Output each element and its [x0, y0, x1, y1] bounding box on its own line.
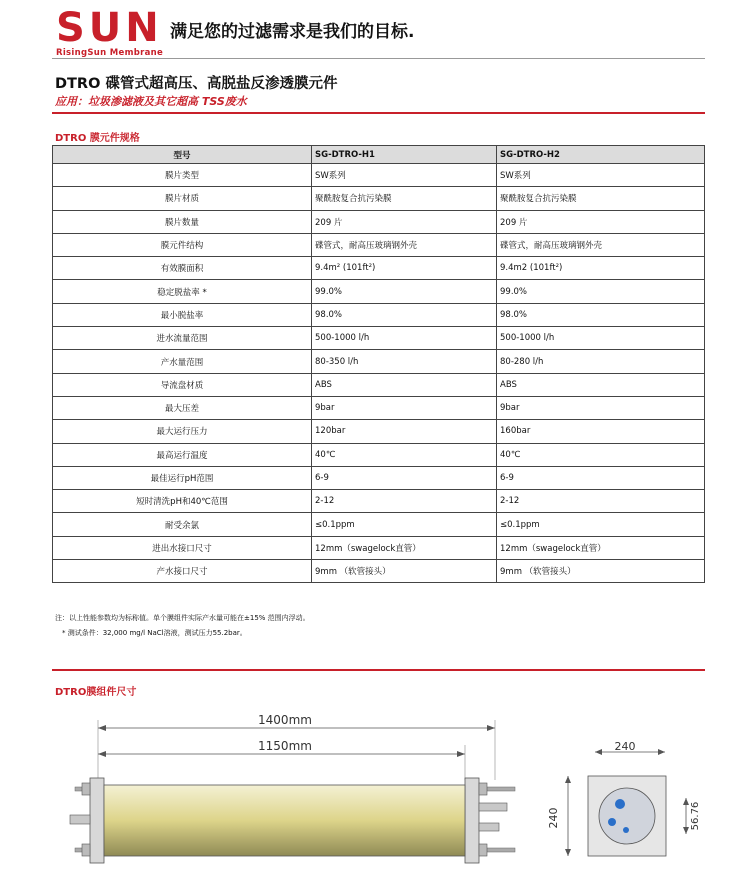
tube-length-label: 1150mm [258, 739, 312, 753]
table-row [53, 164, 705, 187]
table-row [53, 466, 705, 489]
slogan: 满足您的过滤需求是我们的目标. [170, 22, 415, 42]
spec-value-h2: 500-1000 l/h [497, 327, 705, 350]
spec-label: 导流盘材质 [53, 373, 312, 396]
spec-value-h2: 2-12 [497, 490, 705, 513]
spec-label: 产水量范围 [53, 350, 312, 373]
spec-value-h2: ABS [497, 373, 705, 396]
table-row [53, 233, 705, 256]
spec-label: 最小脱盐率 [53, 303, 312, 326]
table-row [53, 420, 705, 443]
spec-value-h1: 聚酰胺复合抗污染膜 [312, 187, 497, 210]
product-subtitle: 应用：垃圾渗滤液及其它超高 TSS废水 [55, 95, 247, 108]
spec-value-h2: 碟管式，耐高压玻璃钢外壳 [497, 233, 705, 256]
spec-value-h2: 209 片 [497, 210, 705, 233]
table-row [53, 490, 705, 513]
overall-length-label: 1400mm [258, 713, 312, 727]
spec-value-h2: SW系列 [497, 164, 705, 187]
spec-value-h2: 9mm （软管接头） [497, 560, 705, 583]
product-title: DTRO 碟管式超高压、高脱盐反渗透膜元件 [55, 76, 338, 92]
spec-value-h1: 500-1000 l/h [312, 327, 497, 350]
spec-value-h1: 9.4m² (101ft²) [312, 257, 497, 280]
table-row [53, 373, 705, 396]
spec-value-h1: 6-9 [312, 466, 497, 489]
spec-label: 最大压差 [53, 396, 312, 419]
spec-label: 短时清洗pH和40℃范围 [53, 490, 312, 513]
table-row [53, 327, 705, 350]
spec-value-h1: ABS [312, 373, 497, 396]
section-divider [52, 669, 705, 671]
header-h2: SG-DTRO-H2 [497, 146, 705, 164]
end-height-label: 240 [547, 807, 560, 829]
header-divider [52, 58, 705, 59]
spec-value-h2: 40℃ [497, 443, 705, 466]
spec-value-h2: 9bar [497, 396, 705, 419]
table-row [53, 560, 705, 583]
table-row [53, 536, 705, 559]
spec-value-h1: 40℃ [312, 443, 497, 466]
spec-label: 稳定脱盐率 * [53, 280, 312, 303]
spec-label: 进出水接口尺寸 [53, 536, 312, 559]
table-header-row [53, 146, 705, 164]
spec-value-h2: ≤0.1ppm [497, 513, 705, 536]
spec-value-h1: 99.0% [312, 280, 497, 303]
spec-value-h2: 9.4m2 (101ft²) [497, 257, 705, 280]
spec-table [52, 145, 705, 583]
table-row [53, 350, 705, 373]
spec-label: 最佳运行pH范围 [53, 466, 312, 489]
spec-value-h1: 9bar [312, 396, 497, 419]
header-model: 型号 [53, 146, 312, 164]
spec-value-h1: 120bar [312, 420, 497, 443]
spec-label: 膜元件结构 [53, 233, 312, 256]
spec-value-h1: 209 片 [312, 210, 497, 233]
logo-text: SUN [56, 5, 163, 51]
table-row [53, 187, 705, 210]
table-row [53, 396, 705, 419]
module-end-view [540, 738, 710, 878]
spec-label: 膜片类型 [53, 164, 312, 187]
spec-section-title: DTRO 膜元件规格 [55, 133, 140, 144]
table-row [53, 513, 705, 536]
spec-label: 进水流量范围 [53, 327, 312, 350]
dim-section-title: DTRO膜组件尺寸 [55, 687, 137, 698]
spec-label: 有效膜面积 [53, 257, 312, 280]
spec-value-h1: 碟管式，耐高压玻璃钢外壳 [312, 233, 497, 256]
table-row [53, 280, 705, 303]
note-2: * 测试条件：32,000 mg/l NaCl溶液，测试压力55.2bar。 [62, 629, 247, 637]
module-side-view [60, 705, 520, 875]
spec-label: 膜片材质 [53, 187, 312, 210]
table-row [53, 210, 705, 233]
spec-value-h2: 99.0% [497, 280, 705, 303]
logo-subtitle: RisingSun Membrane [56, 48, 164, 58]
title-divider [52, 112, 705, 114]
spec-label: 耐受余氯 [53, 513, 312, 536]
spec-value-h1: 2-12 [312, 490, 497, 513]
spec-value-h1: 12mm（swagelock直管） [312, 536, 497, 559]
spec-value-h2: 160bar [497, 420, 705, 443]
spec-label: 最高运行温度 [53, 443, 312, 466]
spec-value-h2: 80-280 l/h [497, 350, 705, 373]
spec-value-h1: SW系列 [312, 164, 497, 187]
company-logo [56, 5, 164, 58]
table-row [53, 257, 705, 280]
table-row [53, 443, 705, 466]
note-1: 注：以上性能参数均为标称值。单个膜组件实际产水量可能在±15% 范围内浮动。 [55, 614, 310, 622]
spec-label: 产水接口尺寸 [53, 560, 312, 583]
spec-value-h2: 聚酰胺复合抗污染膜 [497, 187, 705, 210]
spec-label: 膜片数量 [53, 210, 312, 233]
spec-value-h2: 98.0% [497, 303, 705, 326]
spec-value-h1: 98.0% [312, 303, 497, 326]
spec-value-h2: 12mm（swagelock直管） [497, 536, 705, 559]
spec-value-h2: 6-9 [497, 466, 705, 489]
spec-label: 最大运行压力 [53, 420, 312, 443]
end-width-label: 240 [614, 740, 636, 753]
port-offset-label: 56.76 [690, 801, 701, 831]
header-h1: SG-DTRO-H1 [312, 146, 497, 164]
spec-value-h1: 80-350 l/h [312, 350, 497, 373]
table-row [53, 303, 705, 326]
spec-value-h1: ≤0.1ppm [312, 513, 497, 536]
spec-value-h1: 9mm （软管接头） [312, 560, 497, 583]
